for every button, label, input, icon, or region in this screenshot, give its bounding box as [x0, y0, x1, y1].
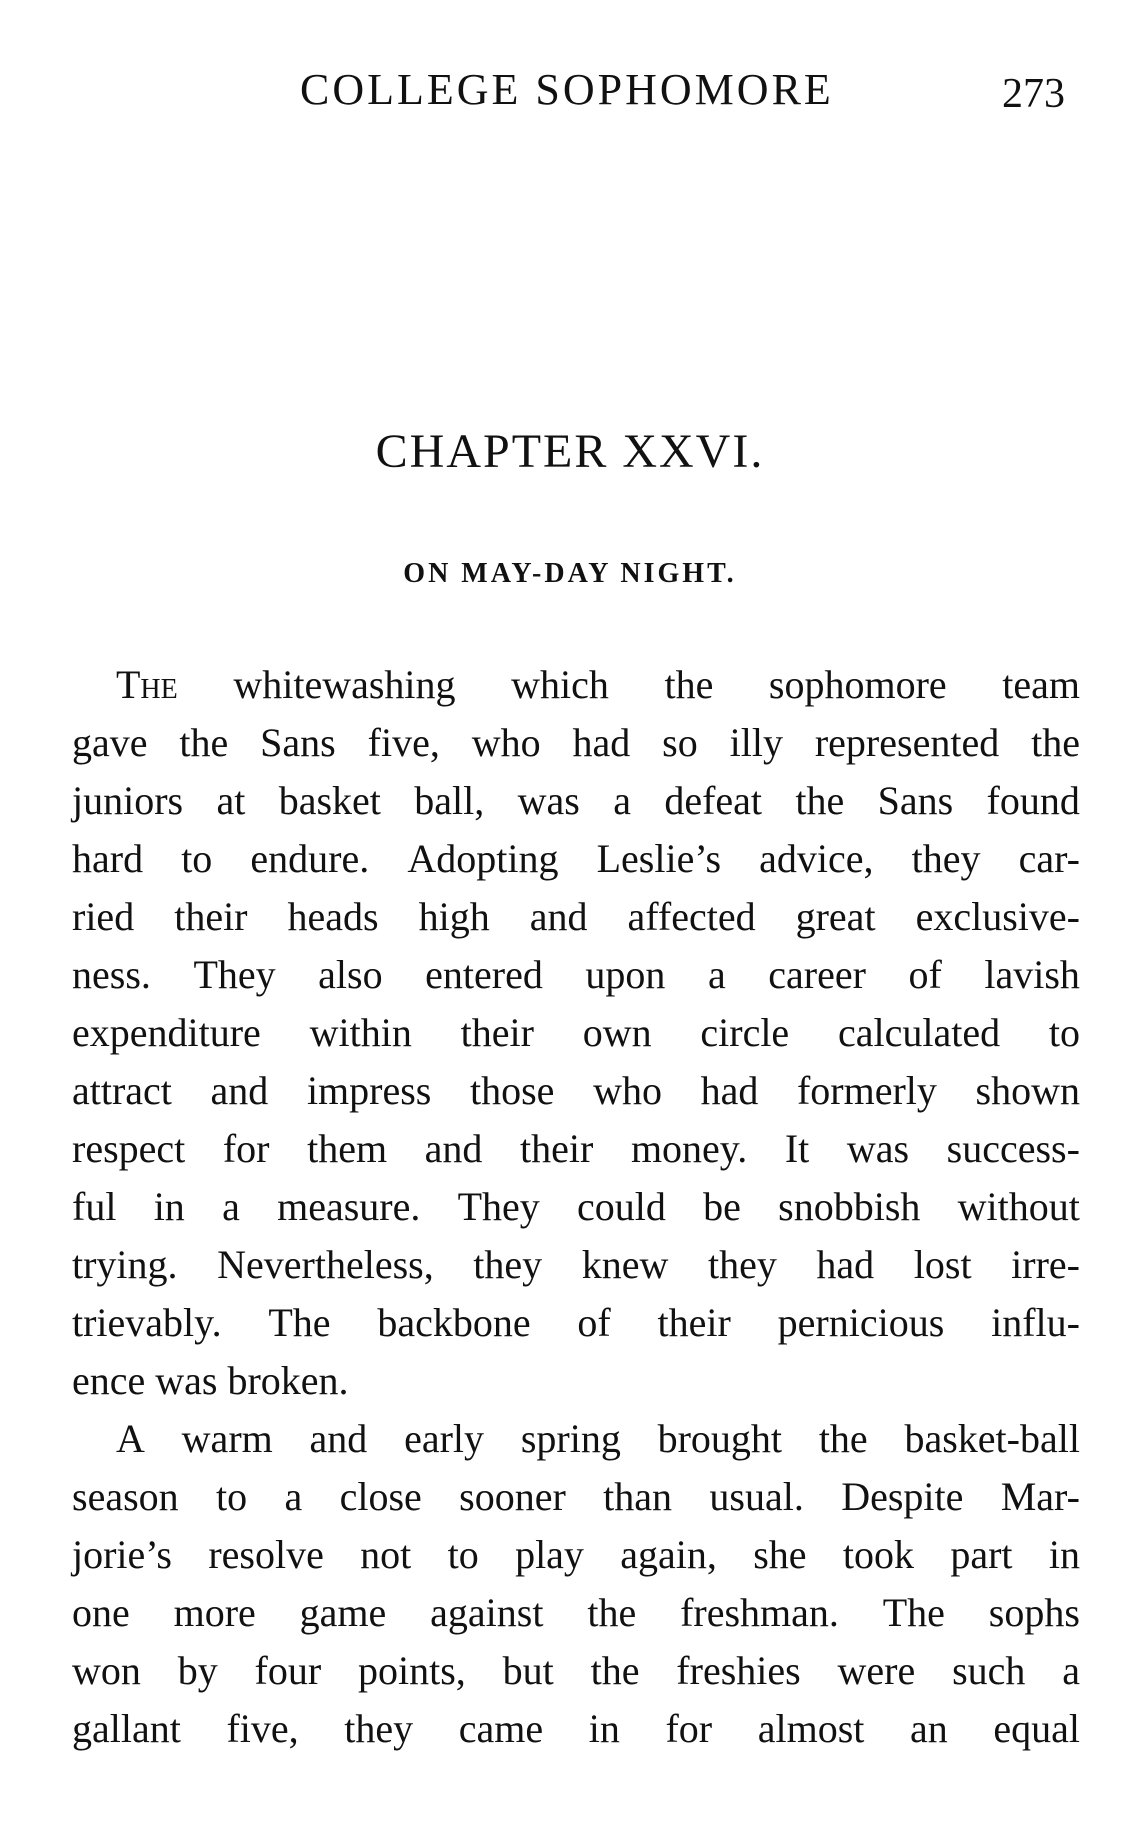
- word: calculated: [837, 1010, 1001, 1055]
- word: sophs: [988, 1590, 1080, 1635]
- word: season: [72, 1474, 179, 1519]
- word: endure.: [250, 836, 370, 881]
- page-number: 273: [1002, 71, 1065, 117]
- word: who: [471, 720, 541, 765]
- paragraph-1-line: [72, 772, 1080, 830]
- running-head: [0, 64, 1140, 124]
- word: freshies: [676, 1648, 801, 1693]
- word: resolve: [208, 1532, 324, 1577]
- word: of: [908, 952, 942, 997]
- word: was: [846, 1126, 910, 1171]
- word: and: [210, 1068, 269, 1113]
- word: Despite: [841, 1474, 964, 1519]
- word: found: [986, 778, 1080, 823]
- word: great: [795, 894, 876, 939]
- word: could: [577, 1184, 666, 1229]
- word: knew: [581, 1242, 669, 1287]
- word: their: [174, 894, 248, 939]
- word: again,: [620, 1532, 717, 1577]
- paragraph-2-line: [72, 1526, 1080, 1584]
- word: were: [837, 1648, 916, 1693]
- word: for: [665, 1706, 713, 1751]
- word: a: [284, 1474, 303, 1519]
- word: car-: [1018, 836, 1080, 881]
- word: to: [216, 1474, 248, 1519]
- word: the: [179, 720, 229, 765]
- paragraph-1-line: [72, 1236, 1080, 1294]
- word: own: [582, 1010, 652, 1055]
- word: the: [818, 1416, 868, 1461]
- word: Leslie’s: [596, 836, 722, 881]
- word: their: [657, 1300, 731, 1345]
- word: The: [116, 662, 178, 707]
- word: the: [587, 1590, 637, 1635]
- word: an: [910, 1706, 948, 1751]
- word: part: [950, 1532, 1013, 1577]
- word: success-: [946, 1126, 1080, 1171]
- word: trying.: [72, 1242, 178, 1287]
- word: at: [216, 778, 246, 823]
- chapter-subtitle: ON MAY-DAY NIGHT.: [403, 558, 737, 589]
- word: they: [473, 1242, 543, 1287]
- word: They: [457, 1184, 540, 1229]
- word: points,: [358, 1648, 466, 1693]
- word: for: [222, 1126, 270, 1171]
- word: had: [700, 1068, 759, 1113]
- word: had: [572, 720, 631, 765]
- word: circle: [700, 1010, 790, 1055]
- word: which: [511, 662, 609, 707]
- word: came: [458, 1706, 544, 1751]
- word: trievably.: [72, 1300, 222, 1345]
- word: a: [1062, 1648, 1080, 1693]
- word: play: [515, 1532, 584, 1577]
- word: took: [842, 1532, 914, 1577]
- word: Sans: [260, 720, 336, 765]
- word: usual.: [709, 1474, 804, 1519]
- word: advice,: [759, 836, 874, 881]
- paragraph-2-line: [72, 1700, 1080, 1758]
- word: gave: [72, 720, 148, 765]
- paragraph-1-line-1: [72, 656, 1080, 714]
- word: measure.: [277, 1184, 421, 1229]
- word: career: [768, 952, 866, 997]
- chapter-body: [72, 656, 1080, 1758]
- word: sooner: [459, 1474, 566, 1519]
- word: she: [753, 1532, 807, 1577]
- word: in: [153, 1184, 185, 1229]
- word: their: [460, 1010, 534, 1055]
- word: in: [1048, 1532, 1080, 1577]
- word: Sans: [877, 778, 954, 823]
- word: a: [707, 952, 726, 997]
- word: snobbish: [778, 1184, 921, 1229]
- word: the: [1031, 720, 1080, 765]
- word: was: [517, 778, 580, 823]
- word: spring: [520, 1416, 621, 1461]
- word: five,: [226, 1706, 299, 1751]
- word: those: [470, 1068, 555, 1113]
- paragraph-1-line: [72, 1120, 1080, 1178]
- word: The: [268, 1300, 331, 1345]
- word: heads: [287, 894, 379, 939]
- word: in: [588, 1706, 620, 1751]
- paragraph-1-line: [72, 830, 1080, 888]
- word: Nevertheless,: [217, 1242, 434, 1287]
- word: against: [430, 1590, 544, 1635]
- paragraph-2-line: [72, 1584, 1080, 1642]
- word: five,: [367, 720, 440, 765]
- word: who: [593, 1068, 662, 1113]
- word: team: [1002, 662, 1080, 707]
- word: A: [116, 1416, 145, 1461]
- word: basket-ball: [904, 1416, 1080, 1461]
- word: a: [222, 1184, 240, 1229]
- word: affected: [627, 894, 756, 939]
- word: Adopting: [407, 836, 559, 881]
- word: exclusive-: [915, 894, 1080, 939]
- word: to: [1048, 1010, 1080, 1055]
- word: a: [613, 778, 631, 823]
- paragraph-1-line: ence was broken.: [72, 1358, 349, 1403]
- word: of: [577, 1300, 611, 1345]
- word: they: [344, 1706, 414, 1751]
- word: to: [181, 836, 213, 881]
- word: ball,: [414, 778, 485, 823]
- word: lost: [913, 1242, 972, 1287]
- word: equal: [993, 1706, 1080, 1751]
- word: warm: [181, 1416, 273, 1461]
- word: juniors: [72, 778, 184, 823]
- word: defeat: [664, 778, 763, 823]
- word: high: [418, 894, 490, 939]
- word: the: [590, 1648, 640, 1693]
- running-title: COLLEGE SOPHOMORE: [300, 65, 834, 114]
- word: not: [360, 1532, 412, 1577]
- word: had: [816, 1242, 875, 1287]
- word: sophomore: [768, 662, 947, 707]
- paragraph-1-line: [72, 888, 1080, 946]
- word: such: [952, 1648, 1026, 1693]
- paragraph-1-line: [72, 1062, 1080, 1120]
- word: they: [911, 836, 981, 881]
- word: ness.: [72, 952, 151, 997]
- word: pernicious: [777, 1300, 945, 1345]
- word: backbone: [377, 1300, 531, 1345]
- word: also: [318, 952, 383, 997]
- word: and: [529, 894, 588, 939]
- word: them: [307, 1126, 388, 1171]
- word: early: [404, 1416, 485, 1461]
- paragraph-2-line: [72, 1642, 1080, 1700]
- chapter-title: CHAPTER XXVI.: [375, 425, 765, 478]
- paragraph-1-line: [72, 714, 1080, 772]
- word: ful: [72, 1184, 117, 1229]
- word: basket: [278, 778, 381, 823]
- word: close: [339, 1474, 422, 1519]
- word: than: [603, 1474, 673, 1519]
- word: illy: [729, 720, 783, 765]
- word: represented: [814, 720, 1000, 765]
- word: their: [520, 1126, 594, 1171]
- word: influ-: [991, 1300, 1080, 1345]
- word: hard: [72, 836, 144, 881]
- paragraph-1-line: [72, 1004, 1080, 1062]
- word: won: [72, 1648, 141, 1693]
- word: be: [703, 1184, 741, 1229]
- word: upon: [585, 952, 666, 997]
- word: It: [784, 1126, 810, 1171]
- word: brought: [657, 1416, 783, 1461]
- paragraph-1-line: [72, 946, 1080, 1004]
- word: entered: [425, 952, 543, 997]
- word: jorie’s: [72, 1532, 172, 1577]
- word: expenditure: [72, 1010, 261, 1055]
- word: Mar-: [1000, 1474, 1080, 1519]
- paragraph-1-line: [72, 1294, 1080, 1352]
- word: money.: [630, 1126, 748, 1171]
- word: but: [502, 1648, 554, 1693]
- word: and: [309, 1416, 368, 1461]
- word: more: [173, 1590, 256, 1635]
- word: within: [309, 1010, 412, 1055]
- word: by: [177, 1648, 218, 1693]
- word: impress: [306, 1068, 432, 1113]
- word: the: [795, 778, 845, 823]
- paragraph-2-line: [72, 1468, 1080, 1526]
- word: without: [957, 1184, 1080, 1229]
- word: freshman.: [680, 1590, 839, 1635]
- word: game: [299, 1590, 387, 1635]
- word: whitewashing: [233, 662, 456, 707]
- word: ried: [72, 894, 135, 939]
- word: so: [662, 720, 698, 765]
- word: and: [424, 1126, 483, 1171]
- paragraph-1-line: [72, 1178, 1080, 1236]
- word: formerly: [796, 1068, 937, 1113]
- word: gallant: [72, 1706, 181, 1751]
- word: irre-: [1011, 1242, 1080, 1287]
- word: shown: [975, 1068, 1080, 1113]
- word: attract: [72, 1068, 172, 1113]
- word: respect: [72, 1126, 186, 1171]
- word: to: [447, 1532, 479, 1577]
- word: one: [72, 1590, 130, 1635]
- word: They: [193, 952, 276, 997]
- word: the: [664, 662, 714, 707]
- word: four: [254, 1648, 322, 1693]
- word: they: [707, 1242, 777, 1287]
- paragraph-2-line: [72, 1410, 1080, 1468]
- word: lavish: [984, 952, 1080, 997]
- word: The: [882, 1590, 945, 1635]
- word: almost: [757, 1706, 865, 1751]
